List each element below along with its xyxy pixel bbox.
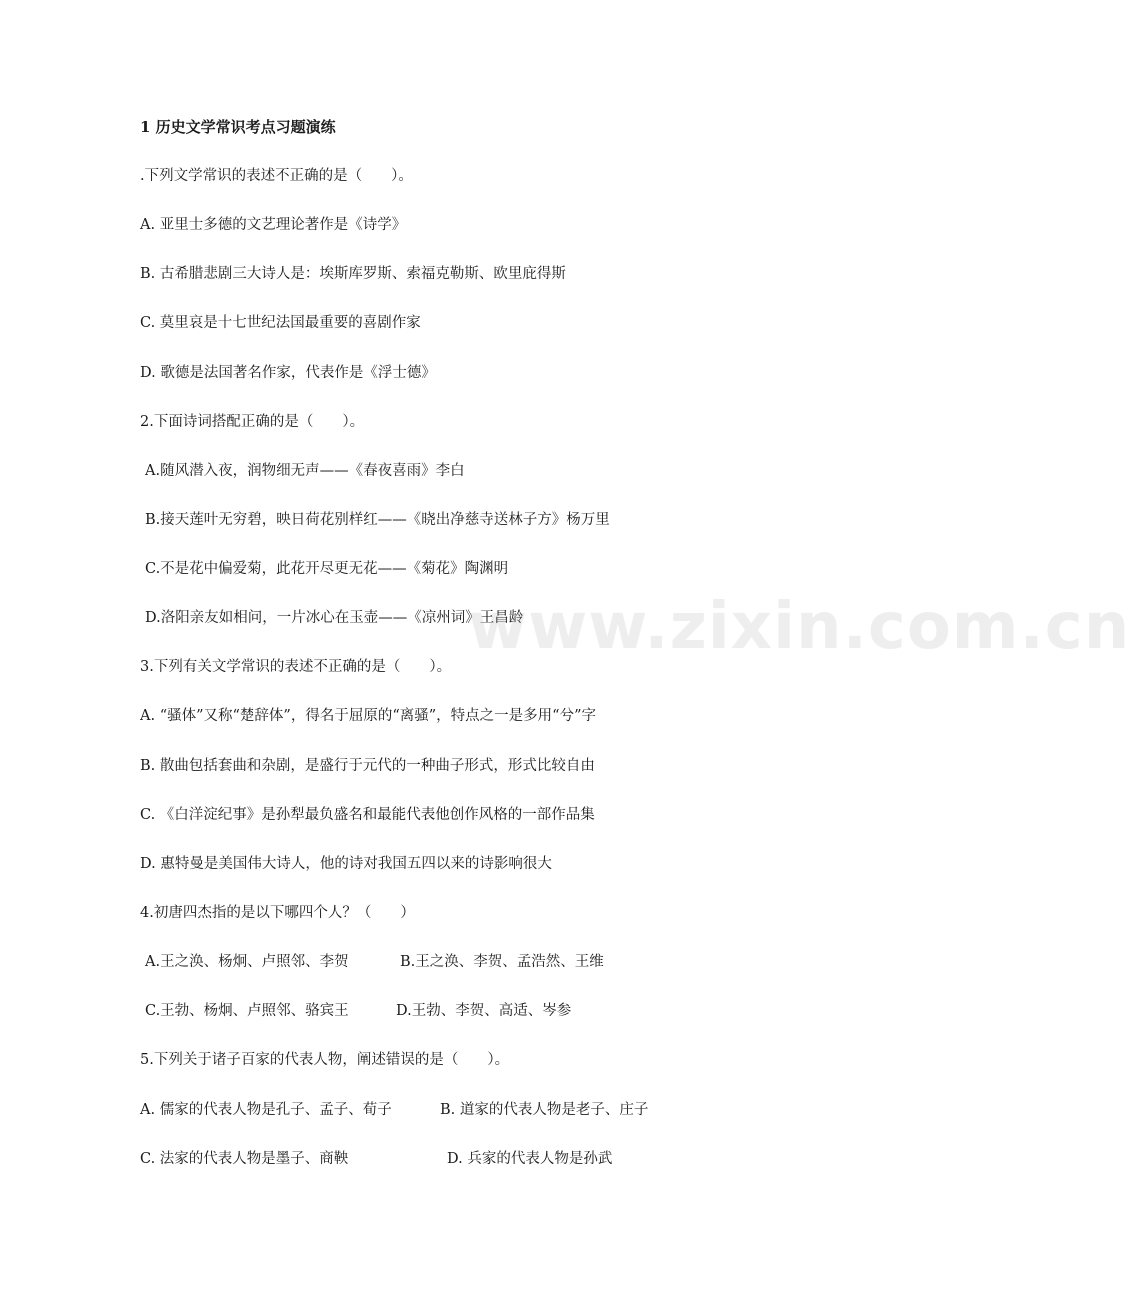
- question-5-stem: 5.下列关于诸子百家的代表人物，阐述错误的是（ ）。: [140, 1052, 510, 1068]
- question-1-stem: .下列文学常识的表述不正确的是（ ）。: [140, 168, 413, 184]
- question-2-option-a: A.随风潜入夜，润物细无声——《春夜喜雨》李白: [145, 463, 465, 479]
- question-4-option-a: A.王之涣、杨炯、卢照邻、李贺: [145, 954, 349, 970]
- question-3-option-c: C. 《白洋淀纪事》是孙犁最负盛名和最能代表他创作风格的一部作品集: [140, 807, 595, 823]
- question-5-option-a: A. 儒家的代表人物是孔子、孟子、荀子: [140, 1102, 392, 1118]
- question-3-option-d: D. 惠特曼是美国伟大诗人，他的诗对我国五四以来的诗影响很大: [140, 856, 552, 872]
- question-4-option-c: C.王勃、杨炯、卢照邻、骆宾王: [145, 1003, 349, 1019]
- question-2-option-d: D.洛阳亲友如相问，一片冰心在玉壶——《凉州词》王昌龄: [145, 610, 524, 626]
- watermark: www.zixin.com.cn: [468, 590, 1130, 664]
- question-4-option-b: B.王之涣、李贺、孟浩然、王维: [400, 954, 604, 970]
- question-2-option-c: C.不是花中偏爱菊，此花开尽更无花——《菊花》陶渊明: [145, 561, 509, 577]
- question-5-option-b: B. 道家的代表人物是老子、庄子: [440, 1102, 649, 1118]
- question-3-option-a: A. “骚体”又称“楚辞体”，得名于屈原的“离骚”，特点之一是多用“兮”字: [140, 708, 596, 724]
- question-3-stem: 3.下列有关文学常识的表述不正确的是（ ）。: [140, 659, 452, 675]
- question-1-option-a: A. 亚里士多德的文艺理论著作是《诗学》: [140, 217, 407, 233]
- question-4-option-d: D.王勃、李贺、高适、岑参: [396, 1003, 572, 1019]
- question-2-stem: 2.下面诗词搭配正确的是（ ）。: [140, 414, 365, 430]
- question-3-option-b: B. 散曲包括套曲和杂剧，是盛行于元代的一种曲子形式，形式比较自由: [140, 758, 595, 774]
- document-title: 1 历史文学常识考点习题演练: [140, 118, 336, 136]
- question-5-option-c: C. 法家的代表人物是墨子、商鞅: [140, 1151, 349, 1167]
- question-4-stem: 4.初唐四杰指的是以下哪四个人？（ ）: [140, 905, 415, 921]
- question-1-option-c: C. 莫里哀是十七世纪法国最重要的喜剧作家: [140, 315, 421, 331]
- question-2-option-b: B.接天莲叶无穷碧，映日荷花别样红——《晓出净慈寺送林子方》杨万里: [145, 512, 610, 528]
- question-1-option-b: B. 古希腊悲剧三大诗人是：埃斯库罗斯、索福克勒斯、欧里庇得斯: [140, 266, 566, 282]
- question-5-option-d: D. 兵家的代表人物是孙武: [447, 1151, 613, 1167]
- question-1-option-d: D. 歌德是法国著名作家，代表作是《浮士德》: [140, 365, 436, 381]
